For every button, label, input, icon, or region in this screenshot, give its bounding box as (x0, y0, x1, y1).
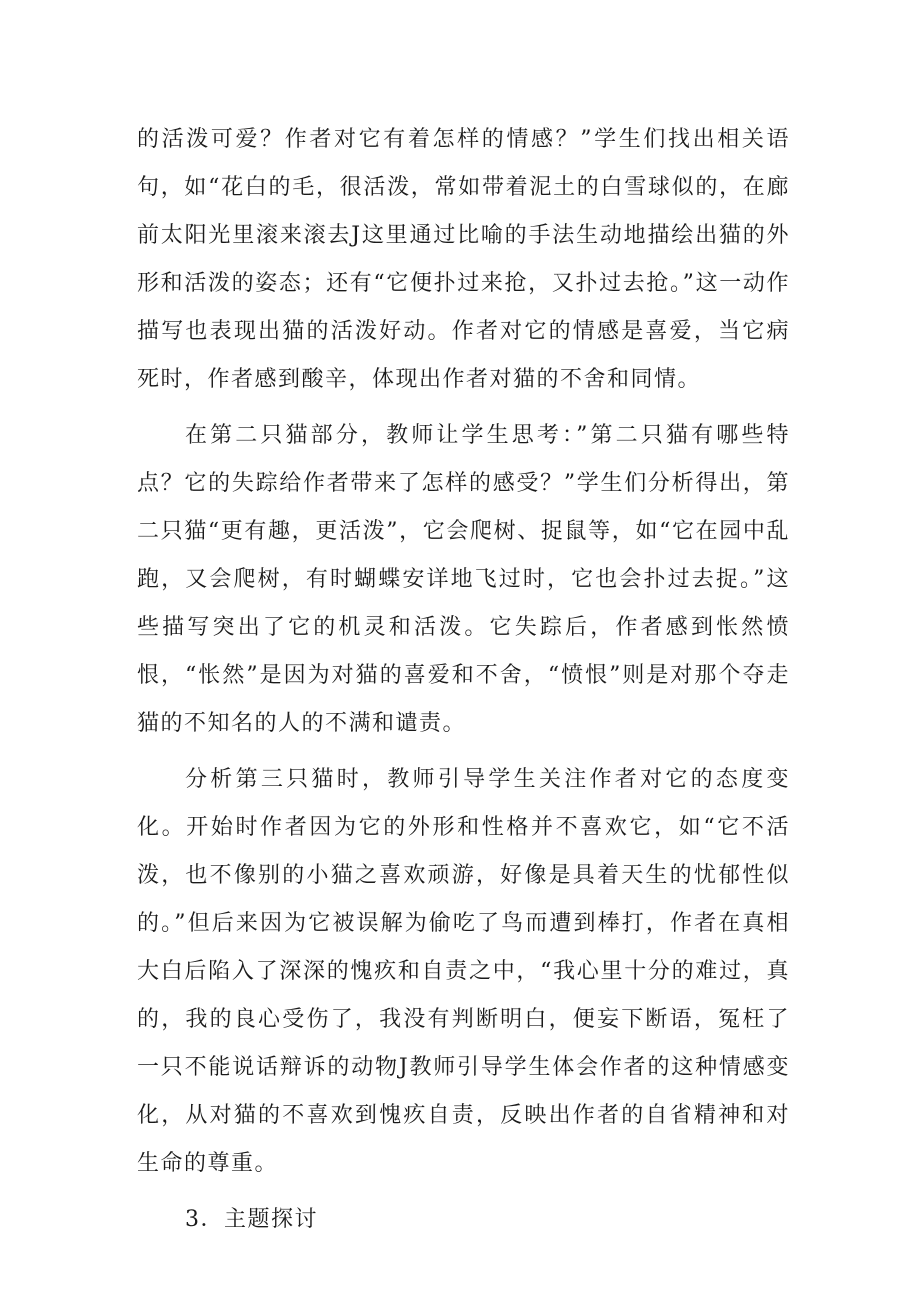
paragraph-first-cat: 的活泼可爱？作者对它有着怎样的情感？”学生们找出相关语句，如“花白的毛，很活泼，常如带着泥土的白雪球似的，在廊前太阳光里滚来滚去J这里通过比喻的手法生动地描绘出猫的外形和活泼的姿态；还有“它便扑过来抢，又扑过去抢。”这一动作描写也表现出猫的活泼好动。作者对它的情感是喜爱，当它病死时，作者感到酸辛，体现出作者对猫的不舍和同情。 (137, 127, 790, 392)
section-heading: 3．主题探讨 (185, 1207, 318, 1232)
paragraph-third-cat: 分析第三只猫时，教师引导学生关注作者对它的态度变化。开始时作者因为它的外形和性格并不喜欢它，如“它不活泼，也不像别的小猫之喜欢顽游，好像是具着天生的忧郁性似的。”但后来因为它被误解为偷吃了鸟而遭到棒打，作者在真相大白后陷入了深深的愧疚和自责之中，“我心里十分的难过，真的，我的良心受伤了，我没有判断明白，便妄下断语，冤枉了一只不能说话辩诉的动物J教师引导学生体会作者的这种情感变化，从对猫的不喜欢到愧疚自责，反映出作者的自省精神和对生命的尊重。 (137, 767, 790, 1176)
paragraph-second-cat: 在第二只猫部分，教师让学生思考：”第二只猫有哪些特点？它的失踪给作者带来了怎样的感受？”学生们分析得出，第二只猫“更有趣，更活泼”，它会爬树、捉鼠等，如“它在园中乱跑，又会爬树，有时蝴蝶安详地飞过时，它也会扑过去捉。”这些描写突出了它的机灵和活泼。它失踪后，作者感到怅然愤恨，“怅然”是因为对猫的喜爱和不舍，“愤恨”则是对那个夺走猫的不知名的人的不满和谴责。 (137, 423, 790, 736)
